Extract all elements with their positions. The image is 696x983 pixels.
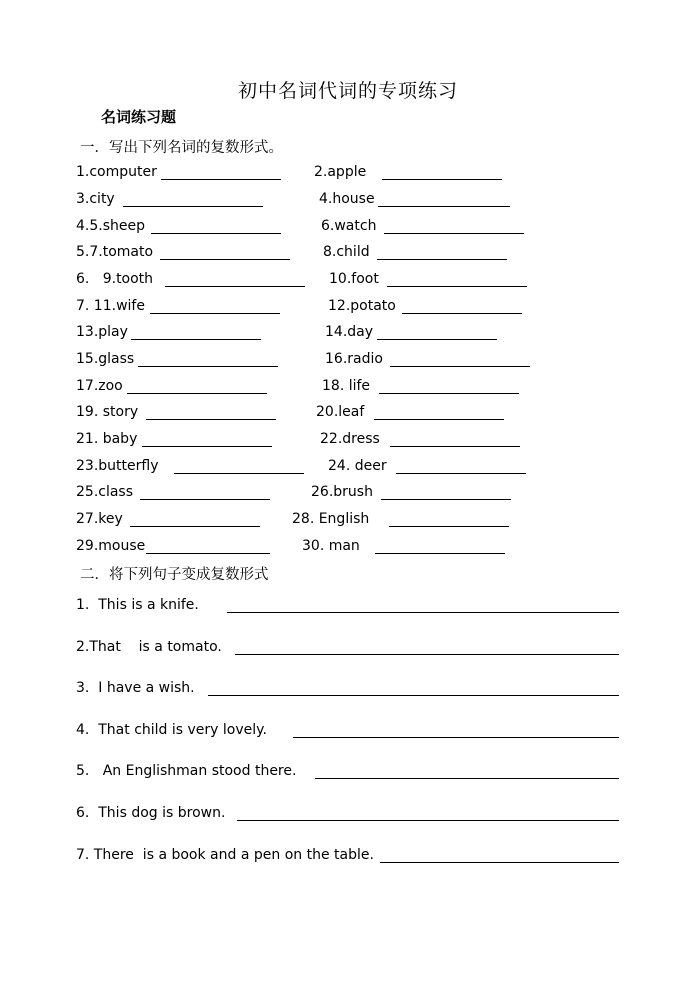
word-item: 27.key: [76, 511, 123, 527]
word-item: 4.house: [319, 191, 375, 207]
part1-heading: 一．写出下列名词的复数形式。: [80, 140, 283, 156]
answer-blank[interactable]: [379, 379, 519, 394]
answer-blank[interactable]: [142, 432, 272, 447]
answer-blank[interactable]: [237, 806, 619, 821]
word-item: 26.brush: [311, 484, 373, 500]
part2-heading: 二．将下列句子变成复数形式: [80, 567, 269, 583]
sentence-item: 3. I have a wish.: [76, 680, 195, 696]
answer-blank[interactable]: [382, 165, 502, 180]
word-item: 6.watch: [321, 218, 377, 234]
word-item: 19. story: [76, 404, 139, 420]
word-item: 25.class: [76, 484, 134, 500]
answer-blank[interactable]: [130, 512, 260, 527]
word-item: 5.7.tomato: [76, 244, 154, 260]
answer-blank[interactable]: [381, 485, 511, 500]
word-item: 1.computer: [76, 164, 157, 180]
answer-blank[interactable]: [402, 299, 522, 314]
word-item: 29.mouse: [76, 538, 146, 554]
page-title: 初中名词代词的专项练习: [237, 80, 458, 102]
word-item: 4.5.sheep: [76, 218, 145, 234]
word-item: 20.leaf: [316, 404, 365, 420]
answer-blank[interactable]: [227, 598, 619, 613]
word-item: 28. English: [292, 511, 370, 527]
sentence-item: 1. This is a knife.: [76, 597, 199, 613]
answer-blank[interactable]: [208, 681, 619, 696]
word-item: 24. deer: [328, 458, 387, 474]
sentence-item: 5. An Englishman stood there.: [76, 763, 297, 779]
answer-blank[interactable]: [384, 219, 524, 234]
answer-blank[interactable]: [140, 485, 270, 500]
word-item: 17.zoo: [76, 378, 123, 394]
answer-blank[interactable]: [150, 299, 280, 314]
answer-blank[interactable]: [377, 245, 507, 260]
answer-blank[interactable]: [123, 192, 263, 207]
answer-blank[interactable]: [378, 192, 510, 207]
answer-blank[interactable]: [396, 459, 526, 474]
answer-blank[interactable]: [165, 272, 305, 287]
answer-blank[interactable]: [127, 379, 267, 394]
answer-blank[interactable]: [377, 325, 497, 340]
word-item: 22.dress: [320, 431, 380, 447]
word-item: 8.child: [323, 244, 370, 260]
answer-blank[interactable]: [375, 539, 505, 554]
answer-blank[interactable]: [146, 539, 270, 554]
word-item: 12.potato: [328, 298, 396, 314]
word-item: 23.butterfly: [76, 458, 159, 474]
word-item: 13.play: [76, 324, 128, 340]
sentence-item: 6. This dog is brown.: [76, 805, 226, 821]
word-item: 2.apple: [314, 164, 367, 180]
word-item: 6. 9.tooth: [76, 271, 154, 287]
answer-blank[interactable]: [131, 325, 261, 340]
word-item: 3.city: [76, 191, 115, 207]
sentence-item: 2.That is a tomato.: [76, 639, 222, 655]
answer-blank[interactable]: [315, 764, 619, 779]
sentence-item: 4. That child is very lovely.: [76, 722, 267, 738]
word-item: 10.foot: [329, 271, 379, 287]
word-item: 16.radio: [325, 351, 383, 367]
answer-blank[interactable]: [146, 405, 276, 420]
answer-blank[interactable]: [389, 512, 509, 527]
answer-blank[interactable]: [390, 352, 530, 367]
answer-blank[interactable]: [138, 352, 278, 367]
answer-blank[interactable]: [235, 640, 619, 655]
word-item: 30. man: [302, 538, 360, 554]
answer-blank[interactable]: [387, 272, 527, 287]
answer-blank[interactable]: [390, 432, 520, 447]
answer-blank[interactable]: [374, 405, 504, 420]
answer-blank[interactable]: [151, 219, 281, 234]
answer-blank[interactable]: [380, 848, 619, 863]
word-item: 14.day: [325, 324, 374, 340]
section-title: 名词练习题: [101, 108, 177, 126]
word-item: 18. life: [322, 378, 371, 394]
sentence-item: 7. There is a book and a pen on the table.: [76, 847, 374, 863]
answer-blank[interactable]: [161, 165, 281, 180]
word-item: 21. baby: [76, 431, 138, 447]
answer-blank[interactable]: [293, 723, 619, 738]
answer-blank[interactable]: [160, 245, 290, 260]
word-item: 7. 11.wife: [76, 298, 145, 314]
answer-blank[interactable]: [174, 459, 304, 474]
word-item: 15.glass: [76, 351, 135, 367]
